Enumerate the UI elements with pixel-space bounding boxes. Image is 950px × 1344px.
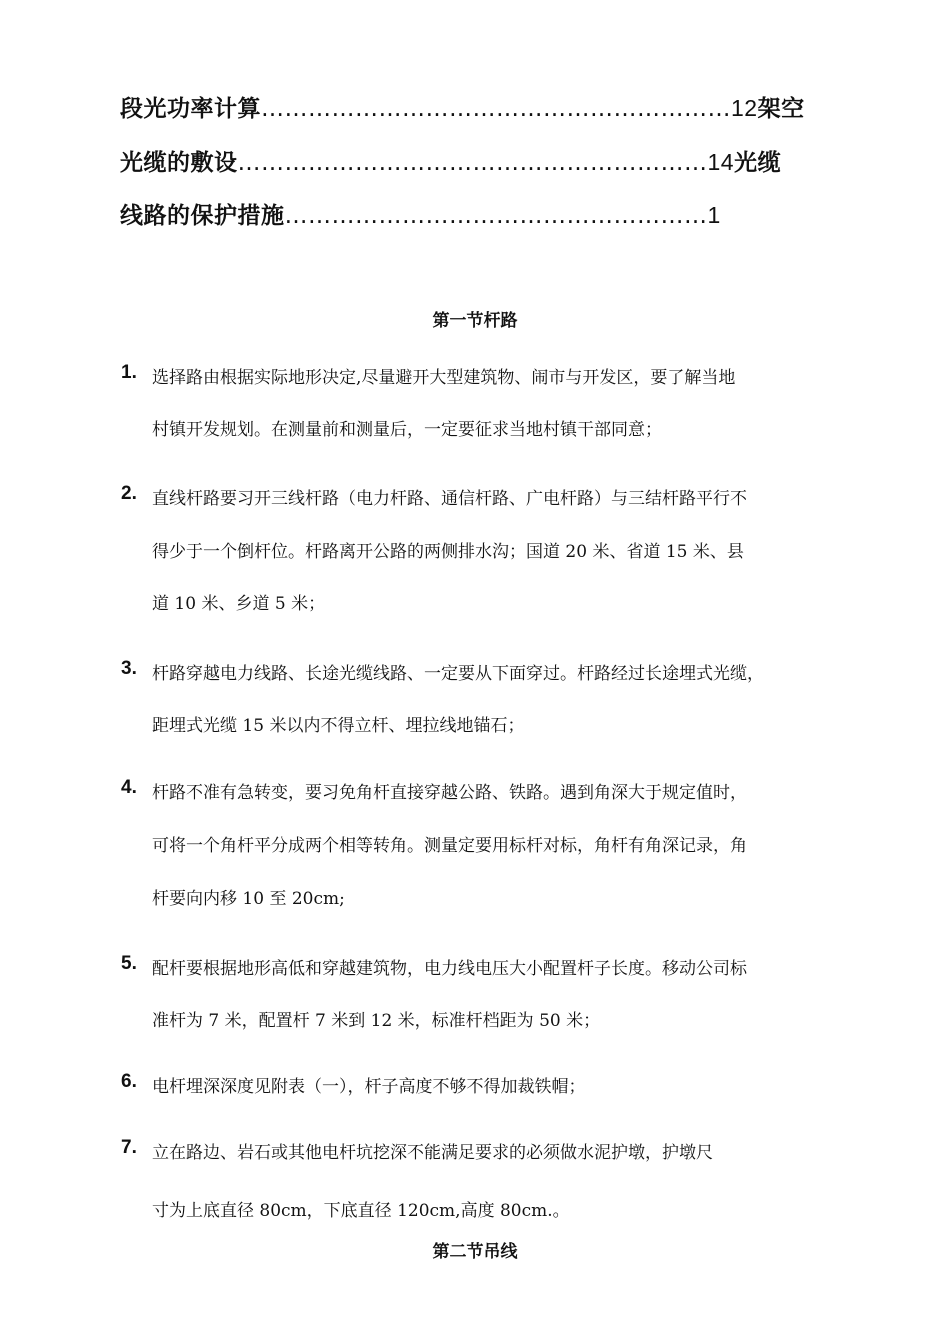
toc-entry [120,197,721,230]
toc-entry-title: 段光功率计算 [120,96,261,122]
toc-entry-title: 线路的保护措施 [120,203,285,229]
toc-entry-leader: ……………………………………………… [284,203,708,229]
toc-entry-title: 光缆的敷设 [120,150,238,176]
toc-entry-page: 1 [707,202,721,228]
toc-entry-tail: 光缆 [734,150,782,176]
section-title: 第一节杆路 [432,311,518,331]
toc-entry [120,90,805,123]
list-item-number: 6. [121,1071,137,1092]
toc-entry [120,144,781,177]
toc-entry-page: 12 [731,95,758,121]
list-item-line: 立在路边、岩石或其他电杆坑挖深不能满足要求的必须做水泥护墩，护墩尺 [152,1143,713,1163]
list-item-number: 7. [121,1137,137,1158]
list-item-line: 电杆埋深深度见附表（一），杆子高度不够不得加裁铁帽； [152,1077,586,1097]
list-item-number: 3. [121,658,137,679]
list-item-line: 得少于一个倒杆位。杆路离开公路的两侧排水沟；国道 20 米、省道 15 米、县 [152,542,744,562]
list-item-line: 距埋式光缆 15 米以内不得立杆、埋拉线地锚石； [152,716,525,736]
list-item-line: 直线杆路要习开三线杆路（电力杆路、通信杆路、广电杆路）与三结杆路平行不 [152,489,747,509]
toc-entry-leader: …………………………………………………… [237,150,708,176]
list-item-number: 5. [121,953,137,974]
list-item-line: 选择路由根据实际地形决定,尽量避开大型建筑物、闹市与开发区，要了解当地 [152,368,736,388]
list-item-line: 准杆为 7 米，配置杆 7 米到 12 米，标准杆档距为 50 米； [152,1011,601,1031]
list-item-line: 杆要向内移 10 至 20cm; [152,889,345,909]
list-item-number: 2. [121,483,137,504]
list-item-line: 杆路穿越电力线路、长途光缆线路、一定要从下面穿过。杆路经过长途埋式光缆， [152,664,764,684]
toc-entry-tail: 架空 [757,96,805,122]
list-item-line: 道 10 米、乡道 5 米； [152,594,326,614]
list-item-line: 可将一个角杆平分成两个相等转角。测量定要用标杆对标，角杆有角深记录，角 [152,836,747,856]
list-item-line: 寸为上底直径 80cm，下底直径 120cm,高度 80cm.。 [152,1201,570,1221]
toc-entry-page: 14 [707,149,735,175]
list-item-number: 1. [121,362,137,383]
list-item-line: 杆路不准有急转变，要习免角杆直接穿越公路、铁路。遇到角深大于规定值时， [152,783,747,803]
list-item-line: 配杆要根据地形高低和穿越建筑物，电力线电压大小配置杆子长度。移动公司标 [152,959,747,979]
list-item-line: 村镇开发规划。在测量前和测量后，一定要征求当地村镇干部同意； [152,420,662,440]
toc-entry-leader: …………………………………………………… [261,96,731,122]
section-title: 第二节吊线 [432,1242,518,1262]
list-item-number: 4. [121,777,137,798]
